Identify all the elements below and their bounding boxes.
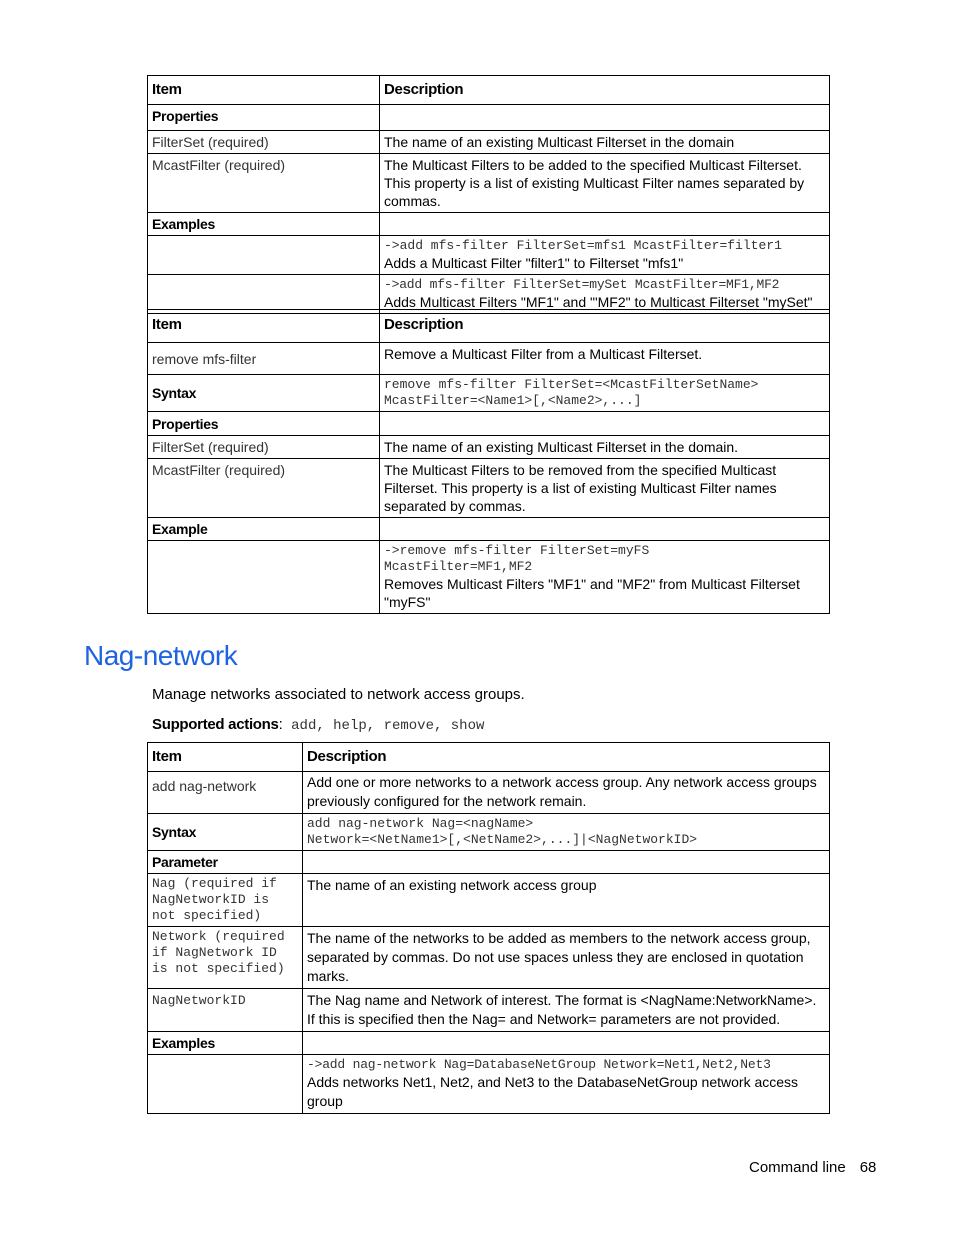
table-header-row — [148, 76, 830, 105]
table-row — [148, 459, 830, 518]
property-name: FilterSet (required) — [148, 436, 380, 459]
table-header-row — [148, 310, 830, 343]
nag-network-table — [147, 742, 830, 1114]
property-name: McastFilter (required) — [148, 459, 380, 518]
table-row — [148, 772, 830, 814]
examples-label: Examples — [148, 1032, 303, 1055]
example-description: Adds a Multicast Filter "filter1" to Filterset "mfs1" — [384, 255, 684, 271]
example-command: ->add nag-network Nag=DatabaseNetGroup Network=Net1,Net2,Net3 — [307, 1057, 771, 1072]
property-description: The Multicast Filters to be added to the specified Multicast Filterset. This property is a list of existing Multicast Filter names separated by commas. — [380, 154, 830, 213]
example-command: McastFilter=MF1,MF2 — [384, 559, 533, 574]
section-row — [148, 518, 830, 541]
command-name: remove mfs-filter — [148, 343, 380, 375]
section-row — [148, 213, 830, 236]
parameter-description: The name of an existing network access group — [303, 874, 830, 927]
table-row — [148, 236, 830, 275]
syntax-line: remove mfs-filter FilterSet=<McastFilterSetName> — [384, 377, 759, 392]
supported-actions-label: Supported actions — [152, 716, 279, 733]
parameter-label: Parameter — [148, 851, 303, 874]
table-row — [148, 927, 830, 989]
syntax-label: Syntax — [148, 814, 303, 851]
property-description: The name of an existing Multicast Filterset in the domain. — [380, 436, 830, 459]
footer-section: Command line — [749, 1159, 846, 1176]
header-description: Description — [380, 76, 830, 105]
mfs-filter-add-table — [147, 75, 830, 314]
section-intro: Manage networks associated to network access groups. — [152, 686, 525, 703]
page-footer — [749, 1159, 876, 1176]
example-label: Example — [148, 518, 380, 541]
table-row — [148, 436, 830, 459]
command-description: Add one or more networks to a network access group. Any network access groups previously configured for the network remain. — [303, 772, 830, 814]
syntax-line: add nag-network Nag=<nagName> — [307, 816, 534, 831]
header-description: Description — [380, 310, 830, 343]
example-command: ->add mfs-filter FilterSet=mySet McastFilter=MF1,MF2 — [384, 277, 780, 292]
section-row — [148, 851, 830, 874]
section-row — [148, 412, 830, 436]
property-name: McastFilter (required) — [148, 154, 380, 213]
parameter-name-line: if NagNetwork ID — [152, 945, 277, 960]
table-row — [148, 343, 830, 375]
supported-actions-list: add, help, remove, show — [282, 718, 485, 734]
mfs-filter-remove-table — [147, 309, 830, 614]
example-description: Adds Multicast Filters "MF1" and "'MF2" to Multicast Filterset "mySet" — [384, 294, 813, 310]
header-description: Description — [303, 743, 830, 772]
parameter-name — [148, 989, 303, 1032]
example-cell — [303, 1055, 830, 1114]
parameter-name-line: Network (required — [152, 929, 285, 944]
syntax-cell — [380, 375, 830, 412]
syntax-cell — [303, 814, 830, 851]
syntax-row — [148, 375, 830, 412]
syntax-line: McastFilter=<Name1>[,<Name2>,...] — [384, 393, 642, 408]
parameter-name-line: not specified) — [152, 908, 262, 923]
syntax-label: Syntax — [148, 375, 380, 412]
table-row — [148, 154, 830, 213]
example-command: ->add mfs-filter FilterSet=mfs1 McastFilter=filter1 — [384, 238, 782, 253]
property-description: The Multicast Filters to be removed from the specified Multicast Filterset. This property is a list of existing Multicast Filter names separated by commas. — [380, 459, 830, 518]
table-row — [148, 1055, 830, 1114]
table-row — [148, 989, 830, 1032]
syntax-line: Network=<NetName1>[,<NetName2>,...]|<NagNetworkID> — [307, 832, 698, 847]
section-title: Nag-network — [84, 640, 238, 671]
table-row — [148, 874, 830, 927]
command-name: add nag-network — [148, 772, 303, 814]
example-description: Adds networks Net1, Net2, and Net3 to the DatabaseNetGroup network access group — [307, 1074, 799, 1109]
property-name: FilterSet (required) — [148, 131, 380, 154]
header-item: Item — [148, 310, 380, 343]
section-row — [148, 105, 830, 131]
example-cell — [380, 275, 830, 314]
example-description: Removes Multicast Filters "MF1" and "MF2" from Multicast Filterset "myFS" — [384, 576, 800, 610]
example-cell — [380, 541, 830, 614]
properties-label: Properties — [148, 105, 380, 131]
header-item: Item — [148, 76, 380, 105]
parameter-description: The name of the networks to be added as members to the network access group, separated by commas. Do not use spaces unless they are enclosed in quotation marks. — [303, 927, 830, 989]
parameter-name-line: is not specified) — [152, 961, 285, 976]
supported-actions — [152, 716, 484, 734]
property-description: The name of an existing Multicast Filterset in the domain — [380, 131, 830, 154]
table-row — [148, 131, 830, 154]
example-command: ->remove mfs-filter FilterSet=myFS — [384, 543, 650, 558]
parameter-name — [148, 927, 303, 989]
supported-actions-separator: : — [278, 716, 283, 733]
syntax-row — [148, 814, 830, 851]
table-row — [148, 541, 830, 614]
page-number: 68 — [859, 1159, 877, 1176]
header-item: Item — [148, 743, 303, 772]
section-row — [148, 1032, 830, 1055]
parameter-name-line: NagNetworkID — [152, 993, 246, 1008]
parameter-name-line: NagNetworkID is — [152, 892, 270, 907]
examples-label: Examples — [148, 213, 380, 236]
command-description: Remove a Multicast Filter from a Multicast Filterset. — [380, 343, 830, 375]
table-row — [148, 275, 830, 314]
example-cell — [380, 236, 830, 275]
properties-label: Properties — [148, 412, 380, 436]
parameter-name — [148, 874, 303, 927]
table-header-row — [148, 743, 830, 772]
parameter-description: The Nag name and Network of interest. The format is <NagName:NetworkName>. If this is specified then the Nag= and Network= parameters are not provided. — [303, 989, 830, 1032]
parameter-name-line: Nag (required if — [152, 876, 277, 891]
